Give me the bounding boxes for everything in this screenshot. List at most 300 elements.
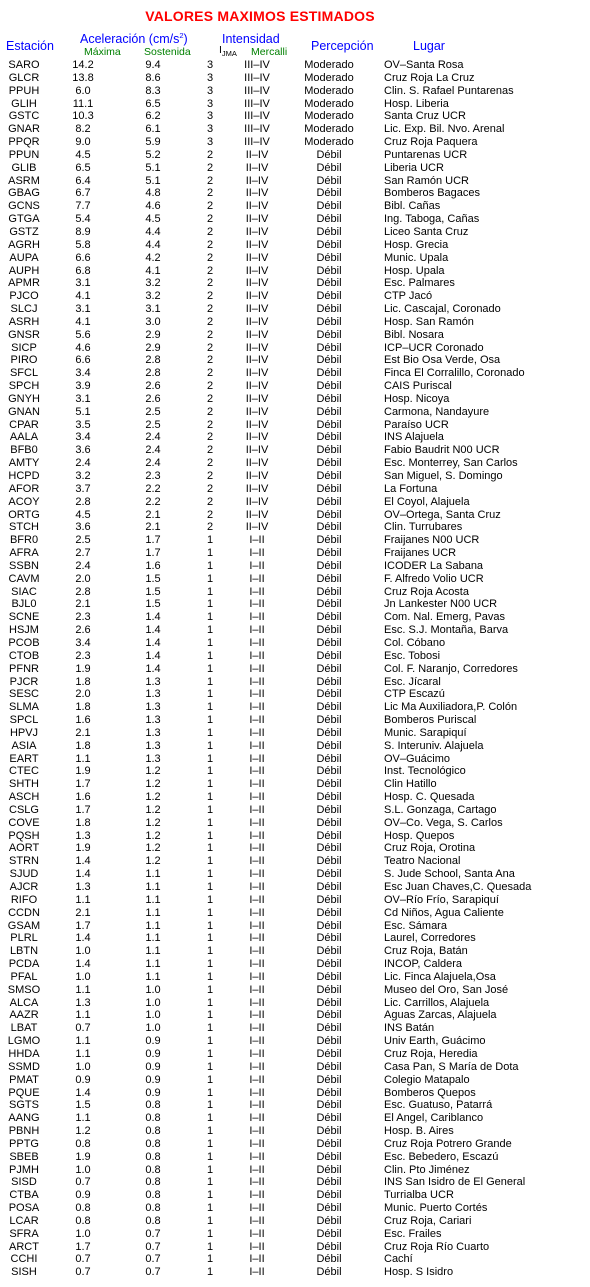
mercalli-value: I–II <box>249 932 265 945</box>
perception: Débil <box>316 1009 342 1022</box>
ijma-value: 2 <box>206 354 214 367</box>
sustained-accel: 4.5 <box>145 213 161 226</box>
perception: Débil <box>316 970 342 983</box>
location: Hosp. B. Aires <box>384 1125 454 1138</box>
max-accel: 2.8 <box>75 495 91 508</box>
location: OV–Guácimo <box>384 752 451 765</box>
station-code: LGMO <box>7 1035 41 1048</box>
mercalli-value: I–II <box>249 1086 265 1099</box>
mercalli-value: II–IV <box>245 431 269 444</box>
perception: Débil <box>316 508 342 521</box>
ijma-value: 1 <box>206 816 214 829</box>
station-code: AUPA <box>9 251 39 264</box>
station-code: SISD <box>11 1176 37 1189</box>
station-code: ASCH <box>8 791 40 804</box>
max-accel: 5.8 <box>75 238 91 251</box>
location: Carmona, Nandayure <box>384 405 490 418</box>
perception: Débil <box>316 829 342 842</box>
max-accel: 1.6 <box>75 714 91 727</box>
ijma-value: 1 <box>206 1009 214 1022</box>
location: Laurel, Corredores <box>384 932 476 945</box>
sustained-accel: 0.8 <box>145 1125 161 1138</box>
perception: Débil <box>316 200 342 213</box>
station-code: SGTS <box>9 1099 39 1112</box>
sustained-accel: 1.3 <box>145 688 161 701</box>
perception: Débil <box>316 611 342 624</box>
table-row <box>0 277 584 290</box>
sustained-accel: 4.4 <box>145 225 161 238</box>
station-code: STRN <box>9 855 39 868</box>
perception: Débil <box>316 1266 342 1279</box>
location: Turrialba UCR <box>384 1189 454 1202</box>
location: Cruz Roja Potrero Grande <box>384 1137 512 1150</box>
perception: Débil <box>316 174 342 187</box>
location: Clin. S. Rafael Puntarenas <box>384 84 514 97</box>
max-accel: 14.2 <box>72 59 94 71</box>
perception: Débil <box>316 380 342 393</box>
max-accel: 1.0 <box>75 1060 91 1073</box>
max-accel: 1.5 <box>75 1099 91 1112</box>
location: Paraíso UCR <box>384 418 449 431</box>
station-code: GBAG <box>8 187 40 200</box>
sustained-accel: 1.0 <box>145 983 161 996</box>
table-row <box>0 791 584 804</box>
location: Clin Hatillo <box>384 778 437 791</box>
table-row <box>0 329 584 342</box>
mercalli-value: I–II <box>249 1163 265 1176</box>
location: OV–Ortega, Santa Cruz <box>384 508 501 521</box>
perception: Débil <box>316 444 342 457</box>
sustained-accel: 0.8 <box>145 1099 161 1112</box>
ijma-value: 1 <box>206 598 214 611</box>
max-accel: 2.1 <box>75 598 91 611</box>
ijma-value: 2 <box>206 238 214 251</box>
perception: Débil <box>316 161 342 174</box>
ijma-value: 1 <box>206 534 214 547</box>
perception: Débil <box>316 739 342 752</box>
mercalli-value: I–II <box>249 855 265 868</box>
perception: Débil <box>316 251 342 264</box>
max-accel: 6.6 <box>75 251 91 264</box>
station-code: SSBN <box>9 559 39 572</box>
location: Hosp. Grecia <box>384 238 449 251</box>
location: San Miguel, S. Domingo <box>384 470 503 482</box>
mercalli-value: I–II <box>249 662 265 675</box>
max-accel: 3.4 <box>75 431 91 444</box>
station-code: SJUD <box>9 868 39 881</box>
perception: Débil <box>316 893 342 906</box>
ijma-value: 3 <box>206 123 214 136</box>
station-code: COVE <box>8 816 40 829</box>
sustained-accel: 5.9 <box>145 136 161 149</box>
sustained-accel: 2.4 <box>145 431 161 444</box>
perception: Débil <box>316 1035 342 1048</box>
mercalli-value: III–IV <box>244 123 270 136</box>
location: Com. Nal. Emerg, Pavas <box>384 611 506 624</box>
max-accel: 1.6 <box>75 791 91 804</box>
max-accel: 1.7 <box>75 803 91 816</box>
max-accel: 1.3 <box>75 881 91 893</box>
max-accel: 4.6 <box>75 341 91 354</box>
ijma-value: 2 <box>206 213 214 226</box>
perception: Débil <box>316 392 342 405</box>
max-accel: 2.4 <box>75 559 91 572</box>
table-row <box>0 509 584 522</box>
sustained-accel: 3.2 <box>145 277 161 290</box>
mercalli-value: II–IV <box>245 148 269 161</box>
table-row <box>0 765 584 778</box>
location: San Ramón UCR <box>384 174 469 187</box>
max-accel: 4.1 <box>75 315 91 328</box>
table-row <box>0 290 584 303</box>
sustained-accel: 4.8 <box>145 187 161 200</box>
ijma-value: 2 <box>206 341 214 354</box>
station-code: ORTG <box>8 508 40 521</box>
table-row <box>0 740 584 753</box>
sustained-accel: 0.8 <box>145 1112 161 1125</box>
max-accel: 1.0 <box>75 1163 91 1176</box>
table-row <box>0 547 584 560</box>
ijma-value: 1 <box>206 1035 214 1048</box>
sustained-accel: 1.3 <box>145 701 161 714</box>
location: Fabio Baudrit N00 UCR <box>384 444 500 457</box>
mercalli-value: II–IV <box>245 277 269 290</box>
location: Hosp. S Isidro <box>384 1266 454 1279</box>
mercalli-value: I–II <box>249 958 265 971</box>
max-accel: 1.1 <box>75 1035 91 1048</box>
mercalli-value: III–IV <box>244 71 270 84</box>
sustained-accel: 5.1 <box>145 161 161 174</box>
station-code: SFRA <box>9 1227 39 1240</box>
perception: Moderado <box>304 123 354 136</box>
station-code: GNYH <box>8 392 40 405</box>
max-accel: 1.8 <box>75 675 91 688</box>
table-row <box>0 367 584 380</box>
max-accel: 1.4 <box>75 1086 91 1099</box>
ijma-value: 1 <box>206 803 214 816</box>
lugar-header: Lugar <box>413 39 445 53</box>
perception: Débil <box>316 418 342 431</box>
mercalli-value: I–II <box>249 649 265 662</box>
station-code: PCDA <box>8 958 40 971</box>
table-row <box>0 1048 584 1061</box>
ijma-value: 2 <box>206 457 214 470</box>
location: El Coyol, Alajuela <box>384 495 470 508</box>
perception: Débil <box>316 881 342 893</box>
perception: Moderado <box>304 59 354 71</box>
ijma-value: 2 <box>206 470 214 482</box>
perception: Débil <box>316 572 342 585</box>
ijma-value: 1 <box>206 932 214 945</box>
table-row <box>0 586 584 599</box>
max-accel: 5.1 <box>75 405 91 418</box>
station-code: PPQR <box>8 136 40 149</box>
aceleracion-label: Aceleración (cm/s <box>80 32 180 46</box>
mercalli-value: I–II <box>249 1253 265 1266</box>
location: OV–Río Frío, Sarapiquí <box>384 893 499 906</box>
mercalli-value: II–IV <box>245 508 269 521</box>
aceleracion-header <box>80 32 188 46</box>
perception: Débil <box>316 945 342 958</box>
ijma-value: 2 <box>206 251 214 264</box>
max-accel: 6.0 <box>75 84 91 97</box>
mercalli-value: I–II <box>249 1227 265 1240</box>
ijma-value: 3 <box>206 59 214 71</box>
sustained-accel: 1.0 <box>145 1022 161 1035</box>
max-accel: 0.8 <box>75 1202 91 1215</box>
perception: Débil <box>316 367 342 380</box>
location: La Fortuna <box>384 482 438 495</box>
location: Col. F. Naranjo, Corredores <box>384 662 518 675</box>
perception: Débil <box>316 457 342 470</box>
ijma-value: 1 <box>206 714 214 727</box>
table-row <box>0 226 584 239</box>
location: Fraijanes N00 UCR <box>384 534 480 547</box>
mercalli-value: II–IV <box>245 470 269 482</box>
max-accel: 1.8 <box>75 816 91 829</box>
max-accel: 7.7 <box>75 200 91 213</box>
mercalli-value: II–IV <box>245 264 269 277</box>
perception: Débil <box>316 1202 342 1215</box>
table-row <box>0 534 584 547</box>
sustained-accel: 2.5 <box>145 418 161 431</box>
table-row <box>0 72 584 85</box>
table-row <box>0 136 584 149</box>
location: Cruz Roja, Batán <box>384 945 468 958</box>
station-code: AAZR <box>9 1009 39 1022</box>
ijma-value: 1 <box>206 1099 214 1112</box>
station-code: RIFO <box>10 893 38 906</box>
ijma-value: 2 <box>206 482 214 495</box>
sustained-accel: 1.2 <box>145 816 161 829</box>
station-code: AFRA <box>9 547 39 560</box>
table-row <box>0 1022 584 1035</box>
mercalli-value: I–II <box>249 1125 265 1138</box>
ijma-value: 1 <box>206 893 214 906</box>
table-row <box>0 303 584 316</box>
sustained-accel: 8.3 <box>145 84 161 97</box>
station-code: EART <box>9 752 39 765</box>
station-code: AGRH <box>8 238 40 251</box>
perception: Débil <box>316 341 342 354</box>
sustained-accel: 1.2 <box>145 803 161 816</box>
max-accel: 6.7 <box>75 187 91 200</box>
table-row <box>0 1202 584 1215</box>
ijma-value: 1 <box>206 1253 214 1266</box>
perception: Débil <box>316 213 342 226</box>
station-code: SARO <box>8 59 40 71</box>
ijma-value: 2 <box>206 418 214 431</box>
perception: Débil <box>316 1060 342 1073</box>
table-row <box>0 1138 584 1151</box>
location: OV–Co. Vega, S. Carlos <box>384 816 503 829</box>
ijma-value: 1 <box>206 970 214 983</box>
table-row <box>0 1176 584 1189</box>
max-accel: 3.7 <box>75 482 91 495</box>
perception: Débil <box>316 405 342 418</box>
max-accel: 3.6 <box>75 444 91 457</box>
ijma-value: 2 <box>206 328 214 341</box>
mercalli-value: I–II <box>249 739 265 752</box>
mercalli-value: II–IV <box>245 367 269 380</box>
location: F. Alfredo Volio UCR <box>384 572 484 585</box>
ijma-value: 1 <box>206 1022 214 1035</box>
location: INCOP, Caldera <box>384 958 463 971</box>
table-row <box>0 457 584 470</box>
ijma-header <box>219 44 237 56</box>
mercalli-value: I–II <box>249 1099 265 1112</box>
table-row <box>0 406 584 419</box>
location: Teatro Nacional <box>384 855 461 868</box>
mercalli-value: I–II <box>249 1176 265 1189</box>
ijma-value: 2 <box>206 521 214 534</box>
ijma-value: 1 <box>206 726 214 739</box>
location: Lic. Cascajal, Coronado <box>384 303 501 316</box>
sustained-accel: 2.5 <box>145 405 161 418</box>
max-accel: 3.9 <box>75 380 91 393</box>
max-accel: 2.5 <box>75 534 91 547</box>
max-accel: 4.1 <box>75 290 91 303</box>
table-row <box>0 239 584 252</box>
sustained-accel: 2.8 <box>145 354 161 367</box>
perception: Débil <box>316 1189 342 1202</box>
perception: Débil <box>316 958 342 971</box>
sustained-accel: 0.8 <box>145 1176 161 1189</box>
page-title: VALORES MAXIMOS ESTIMADOS <box>145 8 375 24</box>
sustained-accel: 1.1 <box>145 893 161 906</box>
sustained-accel: 2.6 <box>145 380 161 393</box>
mercalli-value: II–IV <box>245 303 269 316</box>
table-row <box>0 444 584 457</box>
perception: Débil <box>316 277 342 290</box>
location: Cd Niños, Agua Caliente <box>384 906 504 919</box>
location: Esc. Sámara <box>384 919 447 932</box>
ijma-value: 1 <box>206 919 214 932</box>
ijma-value: 3 <box>206 136 214 149</box>
perception: Débil <box>316 303 342 316</box>
ijma-sub: JMA <box>221 49 237 58</box>
perception: Débil <box>316 148 342 161</box>
mercalli-value: I–II <box>249 585 265 598</box>
perception: Débil <box>316 688 342 701</box>
location: Aguas Zarcas, Alajuela <box>384 1009 497 1022</box>
perception: Débil <box>316 187 342 200</box>
location: Cruz Roja La Cruz <box>384 71 475 84</box>
table-row <box>0 714 584 727</box>
sustained-accel: 1.2 <box>145 829 161 842</box>
perception: Débil <box>316 1240 342 1253</box>
table-row <box>0 162 584 175</box>
location: Cruz Roja Río Cuarto <box>384 1240 490 1253</box>
mercalli-value: I–II <box>249 714 265 727</box>
max-accel: 1.4 <box>75 932 91 945</box>
max-accel: 3.5 <box>75 418 91 431</box>
perception: Débil <box>316 803 342 816</box>
location: Cachí <box>384 1253 413 1266</box>
sustained-accel: 1.3 <box>145 739 161 752</box>
station-code: CCDN <box>8 906 40 919</box>
location: Bomberos Quepos <box>384 1086 476 1099</box>
station-code: SCNE <box>8 611 40 624</box>
location: Hosp. Upala <box>384 264 445 277</box>
location: Esc. Guatuso, Patarrá <box>384 1099 493 1112</box>
table-row <box>0 650 584 663</box>
ijma-value: 1 <box>206 1086 214 1099</box>
ijma-value: 1 <box>206 829 214 842</box>
table-row <box>0 830 584 843</box>
location: Liberia UCR <box>384 161 444 174</box>
ijma-value: 1 <box>206 1163 214 1176</box>
sustained-accel: 2.2 <box>145 482 161 495</box>
mercalli-value: II–IV <box>245 495 269 508</box>
location: Hosp. C. Quesada <box>384 791 475 804</box>
ijma-value: 1 <box>206 1189 214 1202</box>
table-row <box>0 637 584 650</box>
max-accel: 1.7 <box>75 778 91 791</box>
station-code: GLIH <box>11 97 37 110</box>
mercalli-value: III–IV <box>244 97 270 110</box>
ijma-value: 2 <box>206 392 214 405</box>
station-code: PPTG <box>9 1137 39 1150</box>
location: Liceo Santa Cruz <box>384 225 469 238</box>
max-accel: 3.6 <box>75 521 91 534</box>
table-row <box>0 624 584 637</box>
max-accel: 3.4 <box>75 367 91 380</box>
station-code: PBNH <box>8 1125 40 1138</box>
sustained-accel: 1.2 <box>145 778 161 791</box>
table-row <box>0 560 584 573</box>
ijma-value: 1 <box>206 881 214 893</box>
max-accel: 0.9 <box>75 1073 91 1086</box>
max-accel: 1.8 <box>75 739 91 752</box>
station-code: GNAN <box>8 405 40 418</box>
max-accel: 1.0 <box>75 945 91 958</box>
mercalli-value: I–II <box>249 1022 265 1035</box>
max-accel: 1.8 <box>75 701 91 714</box>
station-code: ASIA <box>11 739 37 752</box>
perception: Débil <box>316 624 342 637</box>
ijma-value: 1 <box>206 1137 214 1150</box>
max-accel: 2.4 <box>75 457 91 470</box>
sustained-accel: 2.9 <box>145 328 161 341</box>
max-accel: 4.5 <box>75 148 91 161</box>
mercalli-value: I–II <box>249 636 265 649</box>
table-row <box>0 907 584 920</box>
max-accel: 1.1 <box>75 752 91 765</box>
max-accel: 13.8 <box>72 71 94 84</box>
table-row <box>0 110 584 123</box>
station-code: GCNS <box>8 200 40 213</box>
perception: Débil <box>316 598 342 611</box>
table-row <box>0 1241 584 1254</box>
aceleracion-close: ) <box>183 32 188 46</box>
maxima-header: Máxima <box>84 46 121 58</box>
ijma-value: 2 <box>206 161 214 174</box>
station-code: PQUE <box>8 1086 40 1099</box>
location: Cruz Roja Paquera <box>384 136 478 149</box>
table-row <box>0 380 584 393</box>
location: Lic. Carrillos, Alajuela <box>384 996 490 1009</box>
ijma-value: 2 <box>206 303 214 316</box>
table-row <box>0 804 584 817</box>
table-row <box>0 701 584 714</box>
station-code: CTOB <box>8 649 40 662</box>
mercalli-value: I–II <box>249 778 265 791</box>
mercalli-value: II–IV <box>245 161 269 174</box>
sustained-accel: 0.7 <box>145 1240 161 1253</box>
ijma-value: 1 <box>206 1240 214 1253</box>
ijma-value: 1 <box>206 752 214 765</box>
